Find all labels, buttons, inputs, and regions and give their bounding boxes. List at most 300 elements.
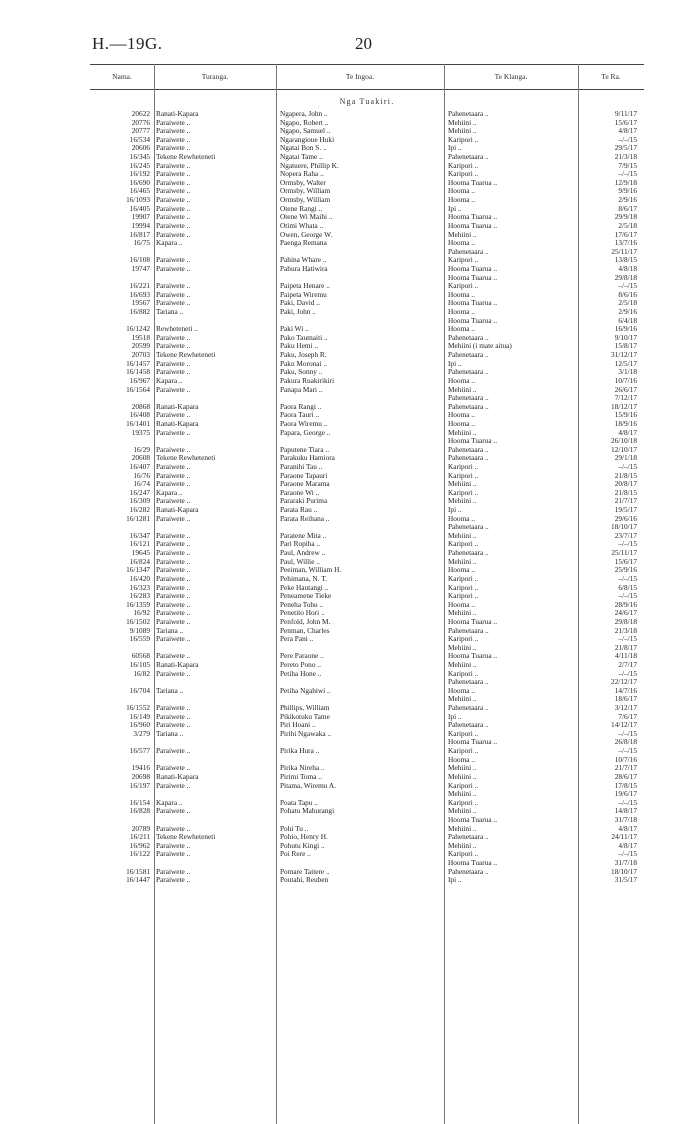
table-row — [90, 248, 644, 257]
cell-date: –/–/15 — [618, 135, 637, 144]
cell-number: 16/75 — [133, 239, 150, 248]
cell-date: 6/4/18 — [618, 316, 637, 325]
cell-klanga: Hooma .. — [448, 290, 475, 299]
cell-number: 19375 — [131, 428, 150, 437]
cell-number: 16/121 — [129, 540, 150, 549]
cell-name: Paputene Tiara .. — [280, 445, 330, 454]
cell-klanga: Mehiini .. — [448, 643, 477, 652]
cell-klanga: Hooma .. — [448, 376, 475, 385]
cell-date: 15/6/17 — [614, 118, 637, 127]
cell-klanga: Mehiini .. — [448, 661, 477, 669]
cell-turanga: Kapara .. — [156, 488, 183, 497]
cell-number: 16/559 — [129, 635, 150, 644]
cell-turanga: Paraiwete .. — [156, 333, 191, 342]
cell-klanga: Hooma .. — [448, 600, 475, 609]
cell-klanga: Pahenetaara .. — [448, 351, 489, 360]
cell-turanga: Paraiwete .. — [156, 531, 191, 540]
table-row — [90, 420, 644, 429]
cell-klanga: Mehiini .. — [448, 772, 477, 781]
cell-number: 16/247 — [129, 488, 150, 497]
cell-klanga: Pahenetaara .. — [448, 549, 489, 558]
cell-turanga: Paraiwete .. — [156, 609, 191, 618]
table-row — [90, 342, 644, 351]
cell-date: 7/6/17 — [618, 712, 637, 721]
cell-date: 14/7/16 — [614, 686, 637, 695]
cell-klanga: Mehiini .. — [448, 385, 477, 394]
cell-number: 16/245 — [129, 161, 150, 170]
cell-number: 16/577 — [129, 747, 150, 756]
cell-number: 20599 — [131, 342, 150, 351]
cell-turanga: Paraiwete .. — [156, 514, 191, 523]
cell-date: 29/6/16 — [614, 514, 637, 523]
cell-name: Pari Ropiha .. — [280, 540, 321, 549]
cell-number: 19747 — [131, 264, 150, 273]
cell-name: Paraone Tapauri — [280, 471, 328, 480]
table-row — [90, 704, 644, 713]
cell-turanga: Paraiwete .. — [156, 118, 191, 127]
cell-klanga: Karipori .. — [448, 850, 479, 859]
cell-klanga: Hooma Tuarua .. — [448, 178, 498, 187]
table-row — [90, 670, 644, 679]
table-row — [90, 678, 644, 687]
cell-klanga: Hooma Tuarua .. — [448, 299, 498, 308]
cell-turanga: Paraiwete .. — [156, 669, 191, 678]
cell-turanga: Paraiwete .. — [156, 445, 191, 454]
cell-klanga: Pahenetaara .. — [448, 153, 489, 162]
cell-date: 22/12/17 — [611, 678, 637, 687]
cell-turanga: Tekene Rewheteneti — [156, 454, 216, 463]
table-row — [90, 506, 644, 515]
cell-number: 16/1347 — [126, 566, 150, 575]
cell-number: 20868 — [131, 402, 150, 411]
table-row — [90, 764, 644, 773]
cell-turanga: Ranati-Kapara — [156, 402, 199, 411]
table-row — [90, 325, 644, 334]
cell-turanga: Paraiwete .. — [156, 368, 191, 377]
cell-date: 16/9/16 — [614, 325, 637, 334]
cell-name: Paenga Remana — [280, 239, 327, 248]
table-row — [90, 747, 644, 756]
cell-turanga: Paraiwete .. — [156, 462, 191, 471]
table-row — [90, 592, 644, 601]
cell-date: 25/11/17 — [611, 247, 637, 256]
cell-klanga: Karipori .. — [448, 574, 479, 583]
cell-klanga: Hooma .. — [448, 686, 475, 695]
col-head-klanga: Te Klanga. — [494, 72, 528, 81]
cell-klanga: Mehiini .. — [448, 790, 477, 799]
cell-klanga: Pahenetaara .. — [448, 445, 489, 454]
cell-number: 20606 — [131, 144, 150, 153]
table-row — [90, 859, 644, 868]
table-row — [90, 618, 644, 627]
cell-date: 17/8/15 — [614, 781, 637, 790]
cell-turanga: Paraiwete .. — [156, 144, 191, 153]
table-row — [90, 196, 644, 205]
table-row — [90, 790, 644, 799]
cell-number: 16/704 — [129, 686, 150, 695]
cell-klanga: Mehiini .. — [448, 695, 477, 704]
table-row — [90, 144, 644, 153]
cell-klanga: Hooma Tuarua .. — [448, 213, 498, 222]
cell-turanga: Paraiwete .. — [156, 299, 191, 308]
cell-date: 15/6/17 — [614, 557, 637, 566]
table-row — [90, 644, 644, 653]
cell-name: Paku Moronai .. — [280, 359, 328, 368]
cell-number: 16/309 — [129, 497, 150, 506]
cell-name: Otene Wi Maihi .. — [280, 213, 333, 222]
cell-date: 31/5/17 — [614, 876, 637, 885]
cell-turanga: Paraiwete .. — [156, 411, 191, 420]
cell-klanga: Pahenetaara .. — [448, 626, 489, 635]
cell-name: Peke Hautangi .. — [280, 583, 329, 592]
cell-name: Ngarangioue Huki — [280, 135, 335, 144]
cell-number: 16/1093 — [126, 196, 150, 205]
cell-turanga: Ranati-Kapara — [156, 110, 199, 118]
cell-number: 3/279 — [133, 729, 150, 738]
table-row — [90, 179, 644, 188]
cell-name: Pomare Taitere .. — [280, 867, 330, 876]
cell-number: 19994 — [131, 221, 150, 230]
cell-name: Pirika Nireha .. — [280, 764, 325, 773]
cell-date: 10/7/16 — [614, 376, 637, 385]
table-row — [90, 687, 644, 696]
cell-number: 20776 — [131, 118, 150, 127]
cell-name: Ngapera, John .. — [280, 110, 328, 118]
cell-number: 16/420 — [129, 574, 150, 583]
table-row — [90, 162, 644, 171]
cell-name: Ormsby, William — [280, 196, 331, 205]
cell-number: 16/347 — [129, 531, 150, 540]
cell-klanga: Mehiini .. — [448, 764, 477, 773]
cell-number: 16/1281 — [126, 514, 150, 523]
cell-number: 16/76 — [133, 471, 150, 480]
cell-date: 26/10/18 — [611, 437, 637, 446]
cell-number: 20789 — [131, 824, 150, 833]
section-title: Nga Tuakiri. — [339, 97, 395, 106]
cell-klanga: Karipori .. — [448, 282, 479, 291]
cell-turanga: Paraiwete .. — [156, 549, 191, 558]
cell-number: 16/817 — [129, 230, 150, 239]
table-row — [90, 799, 644, 808]
table-row — [90, 575, 644, 584]
cell-number: 16/465 — [129, 187, 150, 196]
cell-date: 2/9/16 — [618, 308, 637, 317]
cell-name: Otene Rangi .. — [280, 204, 323, 213]
cell-date: 21/7/17 — [614, 764, 637, 773]
table-row — [90, 187, 644, 196]
cell-klanga: Pahenetaara .. — [448, 678, 489, 687]
cell-date: 21/8/17 — [614, 643, 637, 652]
cell-date: –/–/15 — [618, 850, 637, 859]
cell-date: 14/12/17 — [611, 721, 637, 730]
cell-number: 16/74 — [133, 480, 150, 489]
table-row — [90, 807, 644, 816]
cell-date: 21/3/18 — [614, 153, 637, 162]
cell-klanga: Hooma Tuarua .. — [448, 859, 498, 868]
cell-number: 16/29 — [133, 445, 150, 454]
table-row — [90, 360, 644, 369]
table-row — [90, 437, 644, 446]
cell-number: 16/1502 — [126, 617, 150, 626]
table-row — [90, 205, 644, 214]
table-row — [90, 136, 644, 145]
cell-klanga: Mehiini .. — [448, 609, 477, 618]
table-row — [90, 868, 644, 877]
cell-date: –/–/15 — [618, 729, 637, 738]
cell-name: Penfold, John M. — [280, 617, 331, 626]
cell-name: Pera Pani .. — [280, 635, 314, 644]
cell-klanga: Hooma .. — [448, 411, 475, 420]
cell-date: –/–/15 — [618, 462, 637, 471]
cell-klanga: Mehiini .. — [448, 807, 477, 816]
cell-turanga: Paraiwete .. — [156, 187, 191, 196]
cell-date: 2/5/18 — [618, 299, 637, 308]
table-row — [90, 601, 644, 610]
cell-number: 16/967 — [129, 376, 150, 385]
cell-number: 9/1089 — [129, 626, 150, 635]
cell-turanga: Paraiwete .. — [156, 850, 191, 859]
cell-number: 60568 — [131, 652, 150, 661]
cell-turanga: Kapara .. — [156, 798, 183, 807]
cell-turanga: Tekene Rewheteneti — [156, 351, 216, 360]
cell-klanga: Mehiini .. — [448, 127, 477, 136]
cell-date: 28/9/16 — [614, 600, 637, 609]
cell-name: Pararaki Purima — [280, 497, 328, 506]
cell-turanga: Paraiwete .. — [156, 170, 191, 179]
cell-klanga: Mehiini .. — [448, 841, 477, 850]
cell-turanga: Paraiwete .. — [156, 574, 191, 583]
cell-name: Paraone Marama — [280, 480, 330, 489]
cell-name: Ormsby, Walter — [280, 178, 326, 187]
cell-date: 26/6/17 — [614, 385, 637, 394]
table-header-rule — [90, 89, 644, 90]
cell-date: 18/12/17 — [611, 402, 637, 411]
table-row — [90, 652, 644, 661]
cell-date: 15/8/17 — [614, 342, 637, 351]
table-row — [90, 446, 644, 455]
cell-name: Paki, David .. — [280, 299, 320, 308]
cell-turanga: Ranati-Kapara — [156, 506, 199, 515]
cell-number: 20622 — [131, 110, 150, 118]
cell-number: 16/122 — [129, 850, 150, 859]
page-header-ref: H.—19G. — [92, 34, 163, 53]
cell-date: 2/7/17 — [618, 661, 637, 669]
cell-turanga: Paraiwete .. — [156, 747, 191, 756]
cell-number: 16/1242 — [126, 325, 150, 334]
cell-name: Pohi Tu .. — [280, 824, 309, 833]
cell-klanga: Pahenetaara .. — [448, 368, 489, 377]
cell-turanga: Paraiwete .. — [156, 583, 191, 592]
cell-number: 19907 — [131, 213, 150, 222]
cell-date: 9/11/17 — [614, 110, 637, 118]
table-row — [90, 540, 644, 549]
cell-date: 25/9/16 — [614, 566, 637, 575]
cell-date: 21/8/15 — [614, 471, 637, 480]
cell-klanga: Hooma Tuarua .. — [448, 437, 498, 446]
cell-number: 16/197 — [129, 781, 150, 790]
cell-name: Poutahi, Reuben — [280, 876, 329, 885]
cell-klanga: Hooma Tuarua .. — [448, 316, 498, 325]
cell-turanga: Paraiwete .. — [156, 764, 191, 773]
cell-date: 12/9/18 — [614, 178, 637, 187]
cell-date: 26/8/18 — [614, 738, 637, 747]
cell-klanga: Karipori .. — [448, 635, 479, 644]
col-head-nama: Nama. — [112, 72, 132, 81]
cell-turanga: Paraiwete .. — [156, 566, 191, 575]
cell-name: Pereto Pono .. — [280, 661, 321, 669]
table-row — [90, 463, 644, 472]
table-row — [90, 489, 644, 498]
cell-turanga: Paraiwete .. — [156, 540, 191, 549]
table-row — [90, 256, 644, 265]
cell-number: 16/1581 — [126, 867, 150, 876]
table-row — [90, 833, 644, 842]
table-row — [90, 472, 644, 481]
cell-turanga: Paraiwete .. — [156, 256, 191, 265]
cell-date: 7/9/15 — [618, 161, 637, 170]
cell-date: 25/11/17 — [611, 549, 637, 558]
table-row — [90, 721, 644, 730]
cell-name: Paul, Andrew .. — [280, 549, 326, 558]
cell-number: 16/1564 — [126, 385, 150, 394]
cell-turanga: Paraiwete .. — [156, 841, 191, 850]
cell-turanga: Ranati-Kapara — [156, 772, 199, 781]
cell-turanga: Ranati-Kapara — [156, 419, 199, 428]
cell-name: Parakuku Hamiora — [280, 454, 335, 463]
cell-klanga: Mehiini .. — [448, 480, 477, 489]
cell-date: 14/8/17 — [614, 807, 637, 816]
table-row — [90, 523, 644, 532]
table-row — [90, 627, 644, 636]
cell-date: 24/11/17 — [611, 833, 637, 842]
cell-name: Panapa Mari .. — [280, 385, 323, 394]
cell-turanga: Paraiwete .. — [156, 704, 191, 713]
cell-name: Paranihi Tau .. — [280, 462, 323, 471]
cell-turanga: Tariana .. — [156, 626, 184, 635]
cell-klanga: Ipi .. — [448, 506, 462, 515]
cell-name: Pere Paraone .. — [280, 652, 324, 661]
table-row — [90, 558, 644, 567]
cell-number: 16/282 — [129, 506, 150, 515]
cell-klanga: Mehiini .. — [448, 824, 477, 833]
cell-number: 16/1401 — [126, 419, 150, 428]
cell-name: Paratene Mita .. — [280, 531, 327, 540]
cell-number: 16/149 — [129, 712, 150, 721]
cell-number: 16/407 — [129, 462, 150, 471]
table-row — [90, 282, 644, 291]
cell-date: 20/8/17 — [614, 480, 637, 489]
table-row — [90, 127, 644, 136]
col-head-turanga: Turanga. — [201, 72, 229, 81]
table-row — [90, 825, 644, 834]
cell-number: 16/92 — [133, 609, 150, 618]
table-body — [90, 110, 644, 885]
cell-date: 10/7/16 — [614, 755, 637, 764]
cell-name: Peneamene Tieke — [280, 592, 332, 601]
cell-klanga: Pahenetaara .. — [448, 721, 489, 730]
cell-turanga: Paraiwete .. — [156, 721, 191, 730]
cell-turanga: Paraiwete .. — [156, 428, 191, 437]
cell-number: 20777 — [131, 127, 150, 136]
cell-date: 21/3/18 — [614, 626, 637, 635]
cell-klanga: Karipori .. — [448, 170, 479, 179]
cell-number: 19567 — [131, 299, 150, 308]
cell-klanga: Karipori .. — [448, 161, 479, 170]
cell-date: 18/10/17 — [611, 523, 637, 532]
cell-date: –/–/15 — [618, 282, 637, 291]
cell-name: Peneha Tohu .. — [280, 600, 324, 609]
cell-date: 29/8/18 — [614, 273, 637, 282]
cell-number: 20703 — [131, 351, 150, 360]
cell-number: 16/192 — [129, 170, 150, 179]
cell-klanga: Mehiini .. — [448, 497, 477, 506]
cell-name: Paipeta Wiremu — [280, 290, 327, 299]
cell-klanga: Ipi .. — [448, 359, 462, 368]
cell-name: Pohio, Henry H. — [280, 833, 328, 842]
cell-turanga: Paraiwete .. — [156, 161, 191, 170]
cell-date: 23/7/17 — [614, 531, 637, 540]
cell-klanga: Mehiini .. — [448, 531, 477, 540]
cell-date: 18/9/16 — [614, 419, 637, 428]
cell-date: 24/6/17 — [614, 609, 637, 618]
cell-date: 29/5/17 — [614, 144, 637, 153]
cell-date: –/–/15 — [618, 798, 637, 807]
cell-klanga: Karipori .. — [448, 669, 479, 678]
cell-name: Petiha Ngahiwi .. — [280, 686, 331, 695]
table-row — [90, 110, 644, 119]
table-row — [90, 695, 644, 704]
table-row — [90, 411, 644, 420]
cell-number: 20608 — [131, 454, 150, 463]
cell-name: Pitama, Wiremu A. — [280, 781, 336, 790]
cell-klanga: Ipi .. — [448, 712, 462, 721]
table-row — [90, 454, 644, 463]
cell-turanga: Paraiwete .. — [156, 617, 191, 626]
cell-klanga: Hooma Tuarua .. — [448, 815, 498, 824]
cell-turanga: Paraiwete .. — [156, 876, 191, 885]
cell-name: Paki, John .. — [280, 308, 316, 317]
cell-turanga: Paraiwete .. — [156, 221, 191, 230]
cell-number: 19645 — [131, 549, 150, 558]
table-row — [90, 239, 644, 248]
cell-turanga: Tariana .. — [156, 308, 184, 317]
table-row — [90, 213, 644, 222]
cell-name: Ngapo, Samuel .. — [280, 127, 331, 136]
cell-date: –/–/15 — [618, 170, 637, 179]
cell-date: –/–/15 — [618, 747, 637, 756]
table-row — [90, 480, 644, 489]
cell-turanga: Rewheteneti .. — [156, 325, 198, 334]
table-row — [90, 515, 644, 524]
cell-klanga: Karipori .. — [448, 462, 479, 471]
cell-klanga: Mehiini .. — [448, 230, 477, 239]
cell-klanga: Pahenetaara .. — [448, 110, 489, 118]
cell-klanga: Karipori .. — [448, 781, 479, 790]
cell-turanga: Paraiwete .. — [156, 342, 191, 351]
table-row — [90, 403, 644, 412]
cell-number: 16/1458 — [126, 368, 150, 377]
cell-turanga: Paraiwete .. — [156, 781, 191, 790]
cell-turanga: Paraiwete .. — [156, 282, 191, 291]
cell-date: 31/7/18 — [614, 859, 637, 868]
cell-turanga: Paraiwete .. — [156, 867, 191, 876]
cell-name: Paku, Sonny .. — [280, 368, 323, 377]
table-row — [90, 368, 644, 377]
table-row — [90, 661, 644, 670]
table-row — [90, 394, 644, 403]
cell-turanga: Paraiwete .. — [156, 600, 191, 609]
table-row — [90, 308, 644, 317]
